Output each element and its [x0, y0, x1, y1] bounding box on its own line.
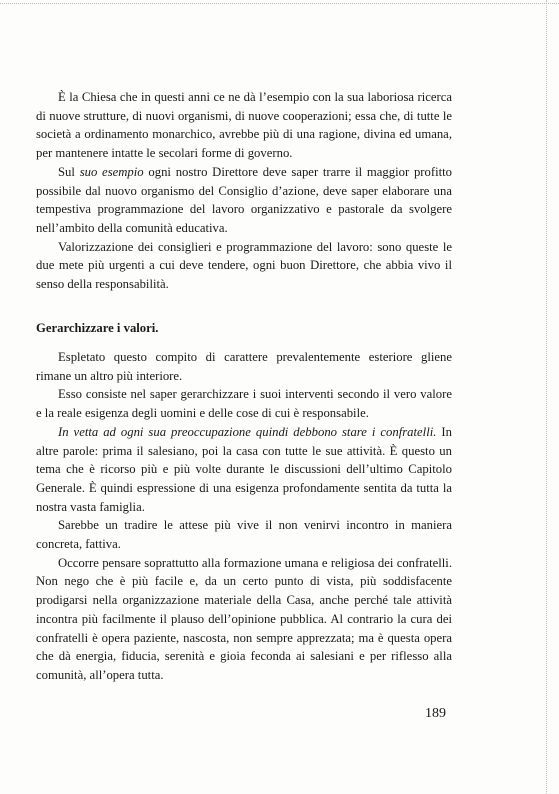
paragraph: È la Chiesa che in questi anni ce ne dà l’esempio con la sua laboriosa ricerca di nuove strutture, di nuovi organismi, di nuove cooperazioni; essa che, di tutte le società a ordinamento monarchico, avrebbe più di una ragione, divina ed umana, per mantenere intatte le secolari forme di governo. [36, 90, 452, 161]
right-dotted-rule [546, 0, 547, 794]
section-heading: Gerarchizzare i valori. [36, 321, 159, 335]
paragraph [36, 163, 452, 238]
section-gerarchizzare-text [36, 348, 452, 685]
paragraph-text: In altre parole: prima il salesiano, poi la casa con tutte le sue attività. È questo un tema che è ricorso più e più volte durante le discussioni dell’ultimo Capitolo Generale. È quindi espressione di una esigenza profondamente sentita da tutta la nostra vasta famiglia. [36, 424, 452, 514]
paragraph: Esso consiste nel saper gerarchizzare i suoi interventi secondo il vero valore e la reale esigenza degli uomini e delle cose di cui è responsabile. [36, 387, 452, 421]
paragraph: Espletato questo compito di carattere prevalentemente esteriore gliene rimane un altro più interiore. [36, 350, 452, 383]
page-number: 189 [425, 706, 446, 721]
paragraph-text: ogni nostro Direttore deve saper trarre il maggior profitto possibile dal nuovo organismo del Consiglio d’azione, deve saper elaborare una tempestiva programmazione del lavoro organizzativo e pastorale da svolgere nell’ambito della comunità educativa. [36, 164, 453, 235]
italic-phrase: In vetta ad ogni sua preoccupazione quindi debbono stare i confratelli. [58, 424, 437, 439]
paragraph [36, 423, 452, 517]
paragraph: Valorizzazione dei consiglieri e programmazione del lavoro: sono queste le due mete più urgenti a cui deve tendere, ogni buon Direttore, che abbia vivo il senso della responsabilità. [36, 239, 452, 292]
paragraph: Occorre pensare soprattutto alla formazione umana e religiosa dei confratelli. Non nego che è più facile e, da un certo punto di vista, più soddisfacente prodigarsi nella organizzazione materiale della Casa, anche perché tale attività incontra più facilmente il plauso dell’opinione pubblica. Al contrario la cura dei confratelli è opera paziente, nascosta, non sempre apprezzata; ma è questa opera che dà energia, fiducia, serenità e gioia feconda ai salesiani e per riflesso alla comunità, all’opera tutta. [36, 555, 452, 682]
italic-phrase: suo esempio [79, 164, 144, 179]
paragraph-text: Sul [58, 164, 80, 179]
paragraph: Sarebbe un tradire le attese più vive il non venirvi incontro in maniera concreta, fattiva. [36, 518, 452, 552]
section-intro-text [36, 88, 452, 294]
top-dotted-rule [0, 3, 559, 4]
